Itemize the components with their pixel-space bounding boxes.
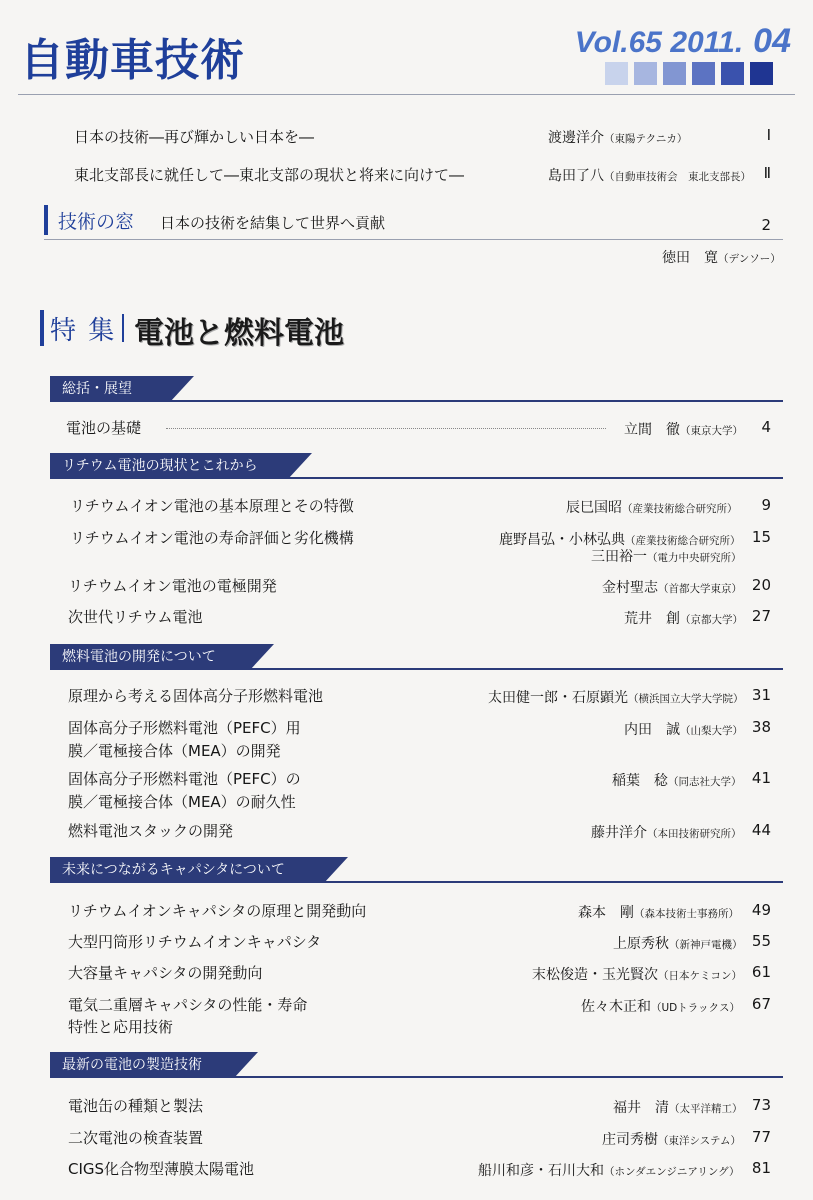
intro-page-2: Ⅱ [763, 164, 771, 182]
intro-title-1: 日本の技術―再び輝かしい日本を― [74, 128, 315, 146]
square-6 [750, 62, 773, 85]
entry-title: 大型円筒形リチウムイオンキャパシタ [68, 933, 322, 951]
section-underline-4 [50, 881, 783, 883]
entry-title-continued: 特性と応用技術 [68, 1018, 174, 1036]
entry-title: リチウムイオン電池の寿命評価と劣化機構 [70, 529, 354, 547]
issue-number: 04 [753, 22, 791, 60]
window-rule [44, 239, 783, 240]
entry-title: CIGS化合物型薄膜太陽電池 [68, 1160, 255, 1178]
section-band-3 [50, 644, 783, 670]
decorative-squares [605, 62, 773, 85]
entry-title: 燃料電池スタックの開発 [68, 822, 234, 840]
section-label-1: 総括・展望 [50, 376, 170, 402]
intro-title-2: 東北支部長に就任して―東北支部の現状と将来に向けて― [74, 166, 465, 184]
volume-year: Vol.65 2011. [574, 26, 744, 59]
entry-page: 20 [751, 576, 771, 594]
entry-page: 27 [751, 607, 771, 625]
window-accent-bar [44, 205, 48, 235]
entry-page: 73 [751, 1096, 771, 1114]
entry-page: 67 [751, 995, 771, 1013]
window-page: 2 [761, 216, 771, 234]
entry-page: 49 [751, 901, 771, 919]
entry-page: 61 [751, 963, 771, 981]
entry-leader-dots [166, 427, 606, 429]
feature-accent-bar [40, 310, 44, 346]
entry-author: 佐々木正和（UDトラックス） [581, 999, 740, 1015]
intro-author-1: 渡邊洋介（東陽テクニカ） [548, 130, 688, 146]
entry-author: 太田健一郎・石原顕光（横浜国立大学大学院） [488, 690, 744, 706]
entry-title-continued: 膜／電極接合体（MEA）の開発 [68, 742, 281, 760]
square-1 [605, 62, 628, 85]
entry-author: 鹿野昌弘・小林弘典（産業技術総合研究所） [499, 532, 741, 548]
feature-label: 特 集 [50, 316, 117, 346]
entry-title: 電池の基礎 [66, 419, 142, 437]
entry-author: 船川和彦・石川大和（ホンダエンジニアリング） [478, 1163, 740, 1179]
section-label-4: 未来につながるキャパシタについて [50, 857, 324, 883]
feature-title: 電池と燃料電池 [134, 316, 344, 351]
entry-author: 藤井洋介（本田技術研究所） [591, 825, 742, 841]
intro-page-1: Ⅰ [766, 126, 771, 144]
section-underline-1 [50, 400, 783, 402]
entry-author: 上原秀秋（新神戸電機） [613, 936, 743, 952]
section-underline-2 [50, 477, 783, 479]
entry-title: 固体高分子形燃料電池（PEFC）用 [68, 719, 301, 737]
entry-page: 31 [751, 686, 771, 704]
entry-author: 森本 剛（森本技術士事務所） [578, 905, 739, 921]
entry-page: 38 [751, 718, 771, 736]
entry-page: 77 [751, 1128, 771, 1146]
section-band-5 [50, 1052, 783, 1078]
entry-title: 固体高分子形燃料電池（PEFC）の [68, 770, 301, 788]
entry-page: 81 [751, 1159, 771, 1177]
entry-page: 4 [761, 418, 771, 436]
entry-title: 次世代リチウム電池 [68, 608, 203, 626]
entry-title-continued: 膜／電極接合体（MEA）の耐久性 [68, 793, 296, 811]
window-title: 日本の技術を結集して世界へ貢献 [160, 214, 386, 232]
section-band-1 [50, 376, 783, 402]
window-author: 徳田 寛（デンソー） [662, 250, 781, 266]
window-label: 技術の窓 [58, 211, 135, 233]
masthead-rule [18, 94, 795, 95]
square-2 [634, 62, 657, 85]
section-label-5: 最新の電池の製造技術 [50, 1052, 234, 1078]
entry-page: 41 [751, 769, 771, 787]
entry-title: 原理から考える固体高分子形燃料電池 [68, 687, 324, 705]
intro-author-2: 島田了八（自動車技術会 東北支部長） [548, 168, 751, 184]
square-5 [721, 62, 744, 85]
entry-author: 庄司秀樹（東洋システム） [602, 1132, 741, 1148]
feature-separator [122, 314, 124, 342]
section-label-2: リチウム電池の現状とこれから [50, 453, 288, 479]
entry-author: 福井 清（太平洋精工） [613, 1100, 743, 1116]
entry-page: 9 [761, 496, 771, 514]
entry-author: 内田 誠（山梨大学） [624, 722, 743, 738]
section-underline-3 [50, 668, 783, 670]
entry-author: 末松俊造・玉光賢次（日本ケミコン） [532, 967, 742, 983]
section-label-3: 燃料電池の開発について [50, 644, 250, 670]
section-band-2 [50, 453, 783, 479]
entry-title: リチウムイオン電池の電極開発 [68, 577, 277, 595]
section-underline-5 [50, 1076, 783, 1078]
volume-info [575, 22, 791, 61]
entry-author: 金村聖志（首都大学東京） [602, 580, 742, 596]
entry-page: 15 [751, 528, 771, 546]
section-band-4 [50, 857, 783, 883]
entry-author: 荒井 創（京都大学） [624, 611, 743, 627]
square-4 [692, 62, 715, 85]
entry-title: 電池缶の種類と製法 [68, 1097, 204, 1115]
entry-page: 44 [751, 821, 771, 839]
entry-author: 立間 徹（東京大学） [624, 422, 743, 438]
entry-author-secondary: 三田裕一（電力中央研究所） [591, 549, 742, 565]
magazine-title: 自動車技術 [20, 35, 245, 86]
entry-title: リチウムイオンキャパシタの原理と開発動向 [68, 902, 367, 920]
entry-title: 大容量キャパシタの開発動向 [68, 964, 263, 982]
entry-page: 55 [751, 932, 771, 950]
entry-title: 電気二重層キャパシタの性能・寿命 [68, 996, 308, 1014]
entry-title: リチウムイオン電池の基本原理とその特徴 [70, 497, 354, 515]
entry-author: 稲葉 稔（同志社大学） [612, 773, 742, 789]
entry-author: 辰巳国昭（産業技術総合研究所） [566, 500, 738, 516]
entry-title: 二次電池の検査装置 [68, 1129, 204, 1147]
square-3 [663, 62, 686, 85]
